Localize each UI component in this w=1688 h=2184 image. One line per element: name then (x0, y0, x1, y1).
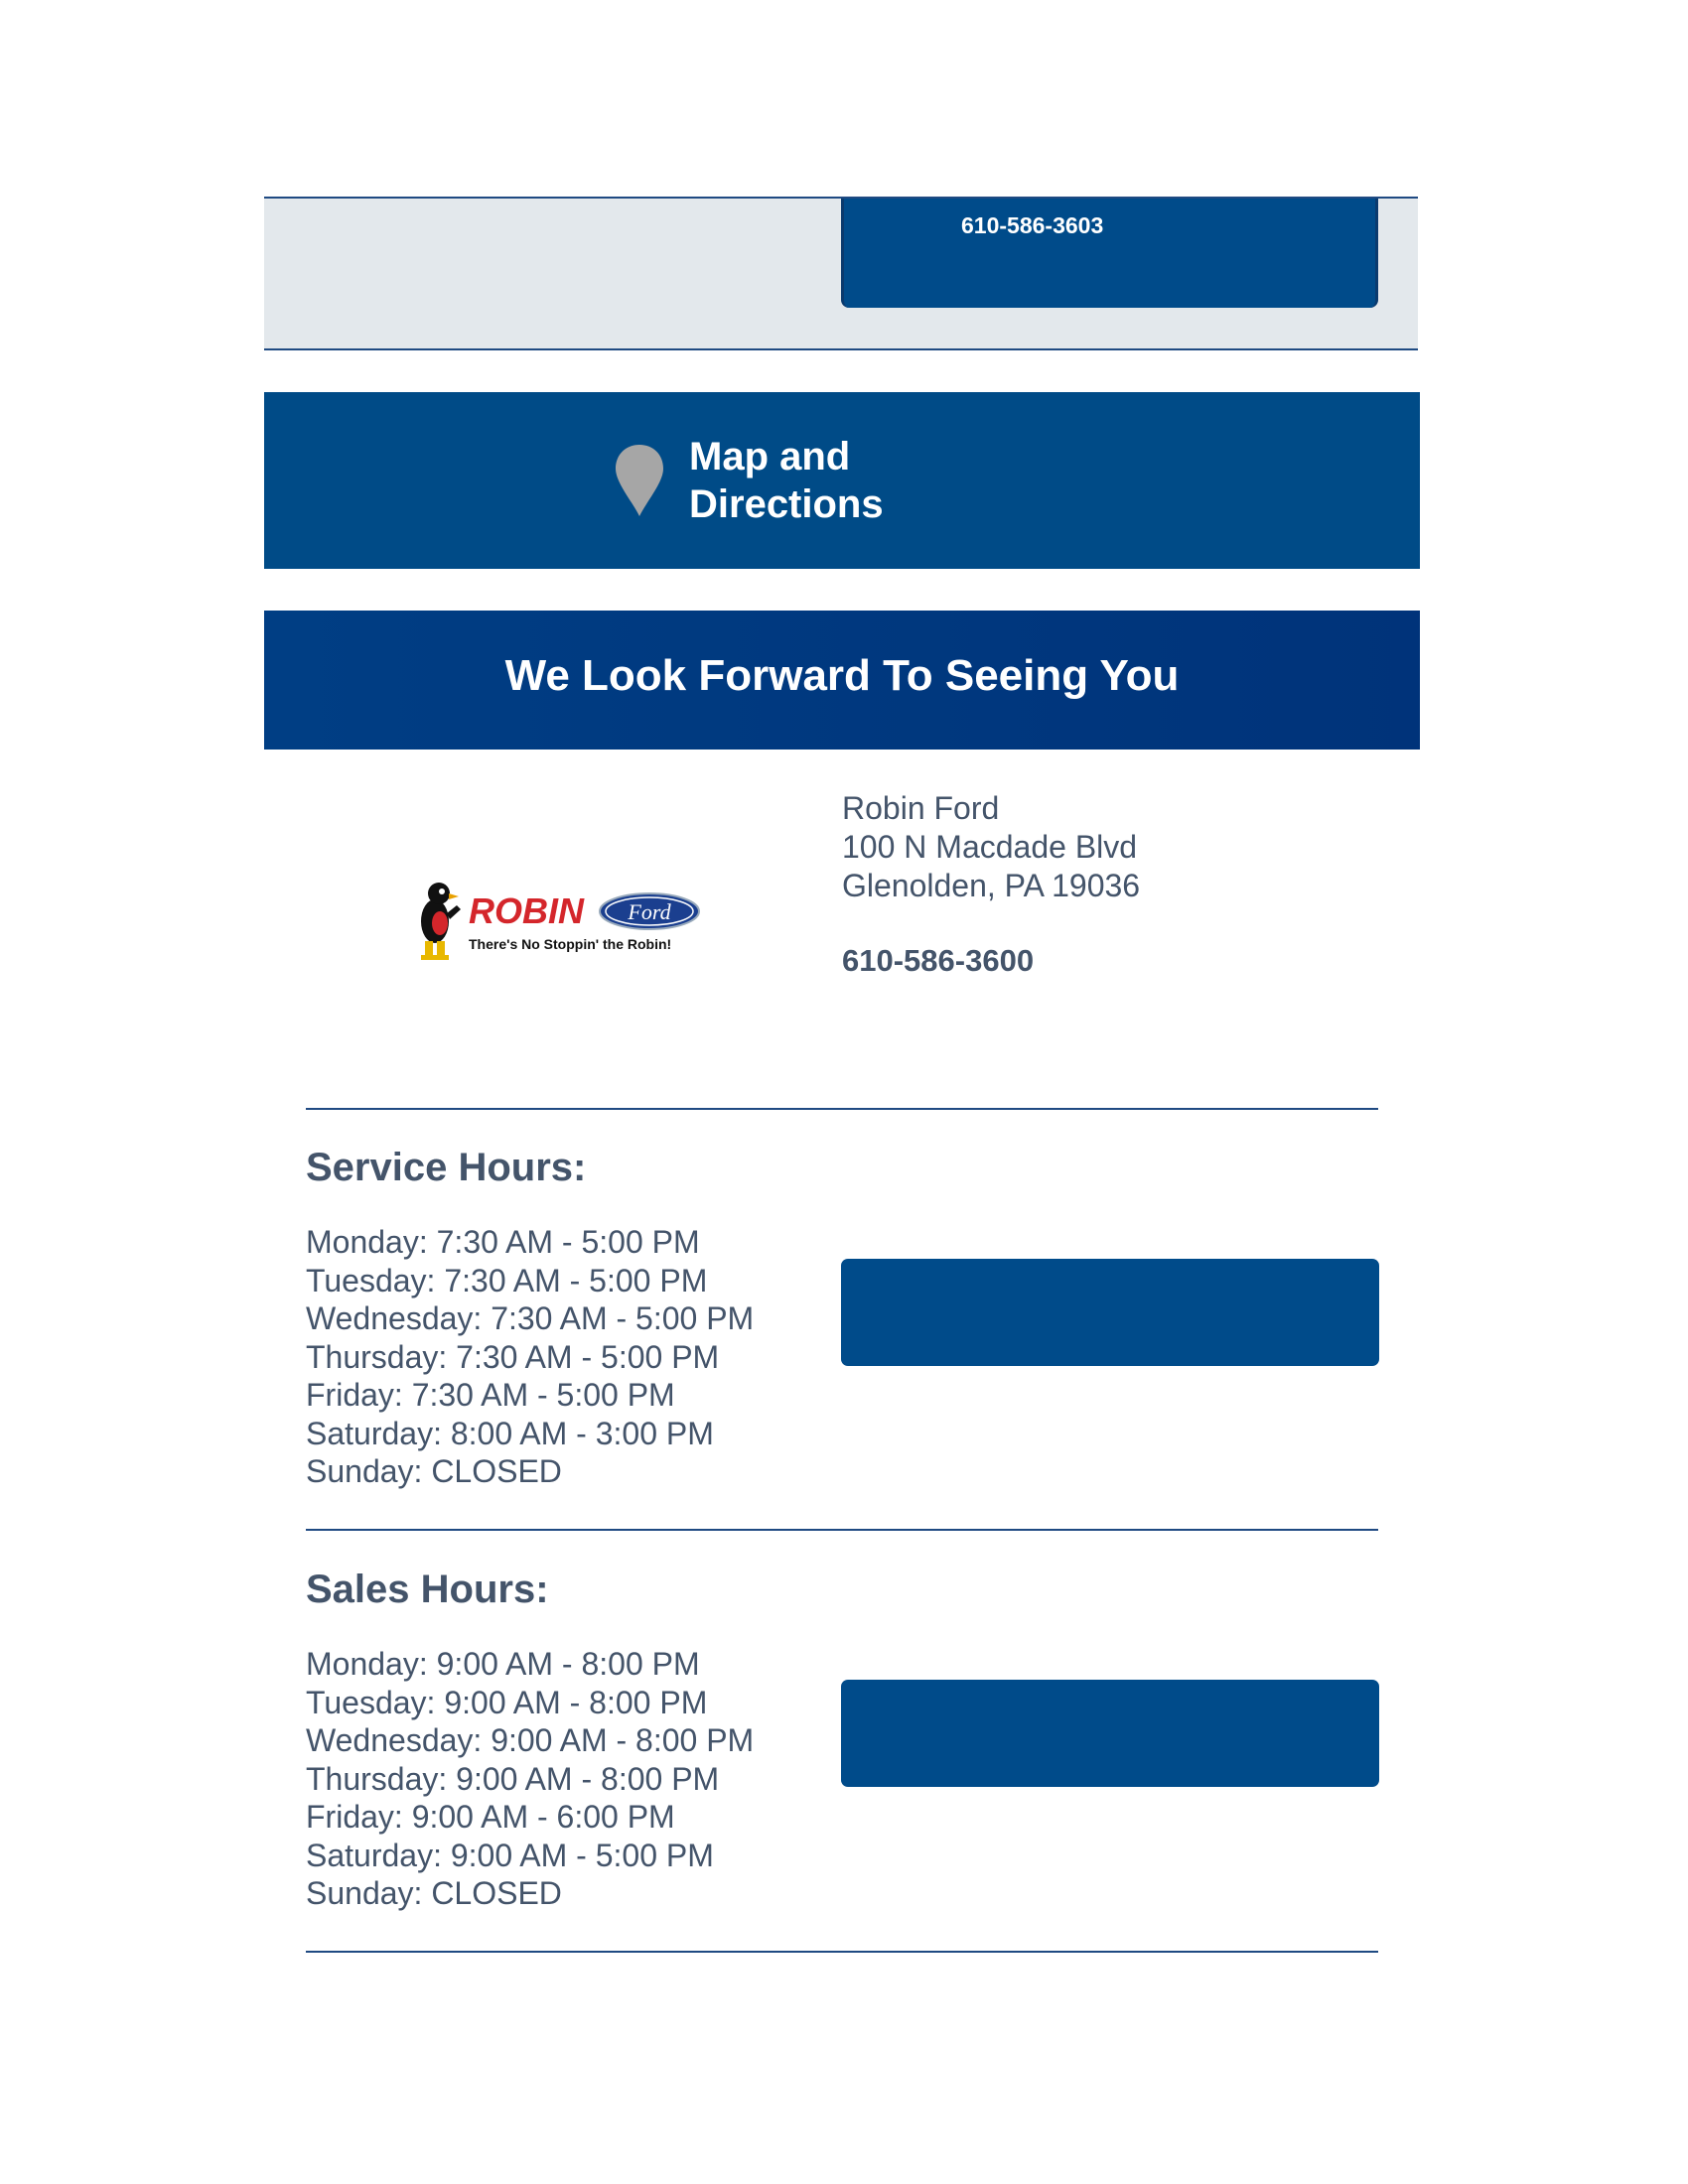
robin-ford-logo (407, 876, 705, 965)
call-phone-label: 610-586-3603 (961, 212, 1104, 238)
service-hours-monday: Monday: 7:30 AM - 5:00 PM (306, 1224, 700, 1260)
divider (306, 1108, 1378, 1110)
dealer-address (842, 789, 1140, 905)
sales-hours-friday: Friday: 9:00 AM - 6:00 PM (306, 1799, 675, 1835)
service-hours-saturday: Saturday: 8:00 AM - 3:00 PM (306, 1415, 714, 1451)
map-pin-icon (614, 443, 665, 518)
map-label-line1: Map and (689, 435, 851, 478)
sales-hours-list (306, 1645, 754, 1913)
robin-mascot-icon (421, 883, 461, 960)
dealer-street: 100 N Macdade Blvd (842, 829, 1138, 865)
divider (306, 1529, 1378, 1531)
logo-brand-text: ROBIN (469, 890, 584, 931)
service-hours-list (306, 1223, 754, 1491)
sales-hours-monday: Monday: 9:00 AM - 8:00 PM (306, 1646, 700, 1682)
sales-hours-tuesday: Tuesday: 9:00 AM - 8:00 PM (306, 1684, 708, 1720)
service-hours-title: Service Hours: (306, 1146, 587, 1189)
service-hours-wednesday: Wednesday: 7:30 AM - 5:00 PM (306, 1300, 755, 1336)
service-hours-friday: Friday: 7:30 AM - 5:00 PM (306, 1377, 675, 1413)
sales-hours-thursday: Thursday: 9:00 AM - 8:00 PM (306, 1760, 720, 1797)
logo-tagline: There's No Stoppin' the Robin! (469, 936, 672, 952)
service-hours-sunday: Sunday: CLOSED (306, 1453, 562, 1489)
dealer-name: Robin Ford (842, 790, 1000, 826)
dealer-phone-link[interactable]: 610-586-3600 (842, 943, 1035, 978)
service-hours-tuesday: Tuesday: 7:30 AM - 5:00 PM (306, 1262, 708, 1298)
map-directions-label (689, 433, 1007, 528)
divider (306, 1951, 1378, 1953)
dealer-city: Glenolden, PA 19036 (842, 868, 1141, 903)
sales-hours-wednesday: Wednesday: 9:00 AM - 8:00 PM (306, 1722, 755, 1758)
service-action-button[interactable] (841, 1259, 1379, 1366)
sales-hours-saturday: Saturday: 9:00 AM - 5:00 PM (306, 1837, 714, 1873)
service-hours-thursday: Thursday: 7:30 AM - 5:00 PM (306, 1338, 720, 1375)
call-phone-button[interactable] (841, 199, 1378, 308)
sales-hours-title: Sales Hours: (306, 1568, 549, 1611)
sales-hours-sunday: Sunday: CLOSED (306, 1875, 562, 1911)
logo-ford-text: Ford (628, 899, 671, 924)
sales-action-button[interactable] (841, 1680, 1379, 1787)
banner-title: We Look Forward To Seeing You (504, 651, 1180, 700)
map-label-line2: Directions (689, 482, 884, 526)
